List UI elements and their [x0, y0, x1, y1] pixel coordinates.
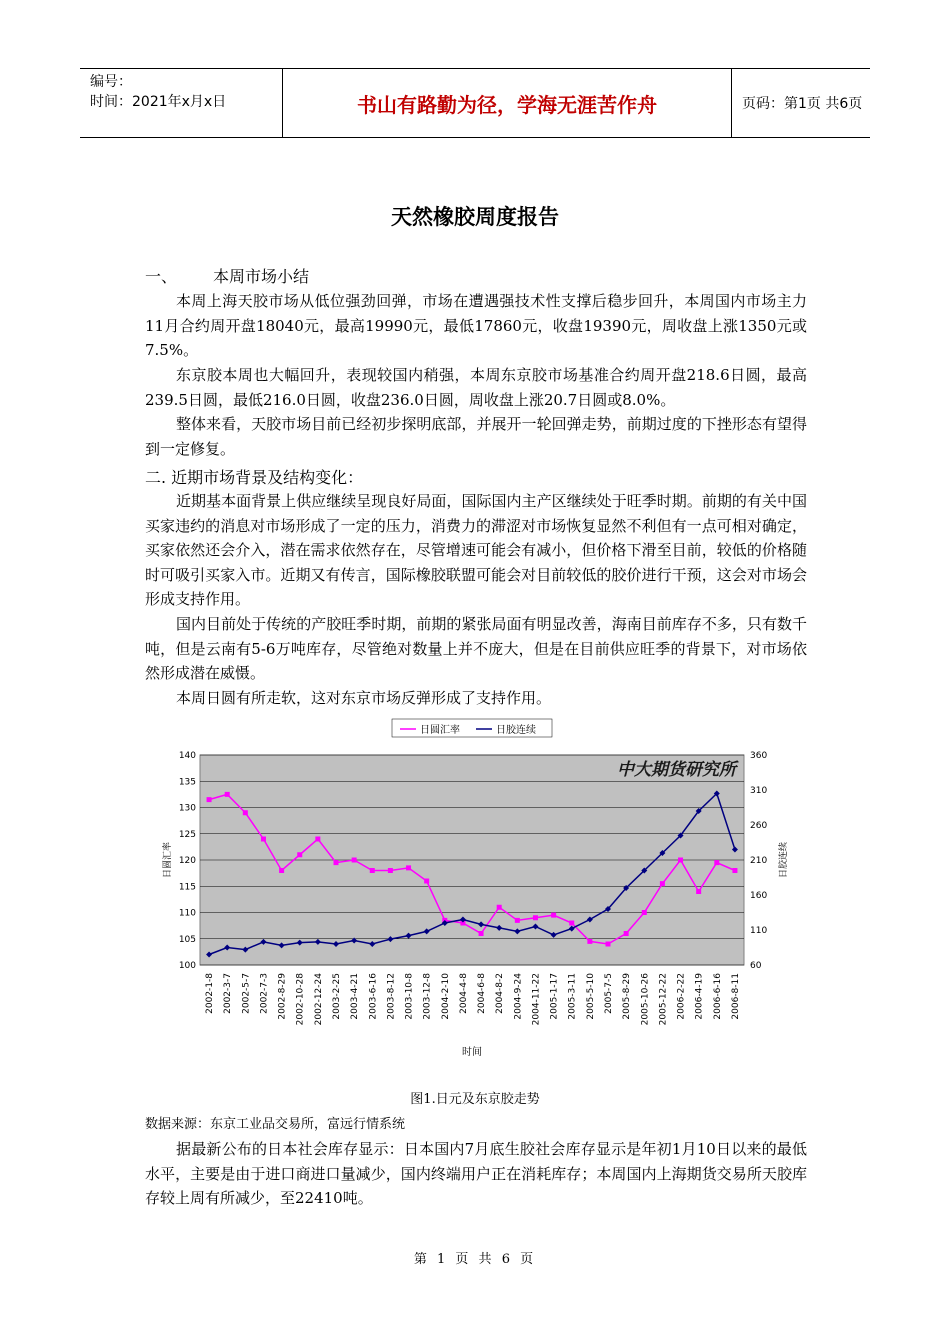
series-0-point-12: [424, 879, 429, 884]
x-tick-1: 2002-3-7: [223, 973, 234, 1014]
y-left-tick-2: 130: [178, 803, 196, 814]
series-0-point-10: [388, 868, 393, 873]
series-0-point-28: [714, 860, 719, 865]
x-tick-0: 2002-1-8: [205, 973, 216, 1014]
x-tick-4: 2002-8-29: [277, 973, 288, 1020]
series-0-point-29: [732, 868, 737, 873]
x-tick-25: 2005-12-22: [658, 973, 669, 1026]
series-0-point-9: [370, 868, 375, 873]
y-left-label: 日圆汇率: [163, 841, 173, 879]
section1-para-1: 本周上海天胶市场从低位强劲回弹，市场在遭遇强技术性支撑后稳步回升，本周国内市场主力11月合约周开盘18040元，最高19990元，最低17860元，收盘19390元，周收盘上涨1350元或7.5%。: [145, 292, 807, 359]
y-right-tick-2: 260: [750, 821, 768, 831]
series-0-point-24: [642, 910, 647, 915]
series-0-point-26: [678, 858, 683, 863]
y-right-label: 日胶连续: [779, 841, 789, 879]
x-tick-17: 2004-9-24: [513, 973, 524, 1020]
figure-caption: 图1.日元及东京胶走势: [410, 1092, 540, 1107]
chart-figure: [150, 717, 800, 1077]
series-0-point-22: [606, 942, 611, 947]
x-tick-16: 2004-8-2: [495, 973, 506, 1014]
x-tick-24: 2005-10-26: [640, 973, 651, 1026]
x-tick-20: 2005-3-11: [567, 973, 578, 1020]
y-left-tick-3: 125: [178, 829, 196, 840]
section2-heading: 二. 近期市场背景及结构变化：: [145, 468, 364, 487]
x-tick-26: 2006-2-22: [676, 973, 687, 1020]
section1-number: 一、: [145, 267, 178, 286]
chart-svg: [150, 717, 800, 1077]
page-footer: 第 1 页 共 6 页: [413, 1252, 537, 1267]
x-tick-7: 2003-2-25: [332, 973, 342, 1020]
y-right-tick-6: 60: [750, 961, 762, 971]
series-0-point-21: [587, 939, 592, 944]
y-left-tick-1: 135: [178, 777, 196, 788]
x-tick-29: 2006-8-11: [730, 973, 741, 1020]
series-0-point-19: [551, 913, 556, 918]
series-0-point-3: [261, 837, 266, 842]
section3-para-1: 据最新公布的日本社会库存显示：日本国内7月底生胶社会库存显示是年初1月10日以来的最低水平，主要是由于进口商进口量减少，国内终端用户正在消耗库存；本周国内上海期货交易所天胶库存较上周有所减少，至22410吨。: [145, 1140, 807, 1207]
y-left-tick-4: 120: [178, 856, 196, 866]
series-0-point-4: [279, 868, 284, 873]
x-tick-11: 2003-10-8: [404, 973, 415, 1020]
doc-title: 天然橡胶周度报告: [391, 205, 559, 229]
series-0-point-23: [624, 931, 629, 936]
y-right-tick-0: 360: [750, 751, 768, 761]
x-tick-22: 2005-7-5: [604, 973, 614, 1014]
series-0-point-16: [497, 905, 502, 910]
series-0-point-2: [243, 810, 248, 815]
section2-para-3: 本周日圆有所走软，这对东京市场反弹形成了支持作用。: [176, 689, 552, 707]
series-0-point-5: [297, 852, 302, 857]
section1-title: 本周市场小结: [213, 267, 310, 286]
x-tick-27: 2006-4-19: [694, 973, 705, 1020]
section1-heading: [145, 264, 309, 287]
series-0-point-20: [569, 921, 574, 926]
x-tick-2: 2002-5-7: [241, 973, 252, 1014]
series-0-point-17: [515, 918, 520, 923]
x-tick-5: 2002-10-28: [295, 973, 306, 1026]
series-0-point-11: [406, 865, 411, 870]
x-tick-18: 2004-11-22: [531, 973, 542, 1026]
y-right-tick-3: 210: [750, 856, 768, 866]
x-tick-3: 2002-7-3: [259, 973, 270, 1014]
x-tick-14: 2004-4-8: [458, 973, 469, 1014]
y-left-tick-5: 115: [178, 882, 196, 893]
y-right-tick-5: 110: [750, 926, 768, 936]
series-0-point-1: [225, 792, 230, 797]
legend-label-0: 日圆汇率: [420, 725, 460, 736]
y-left-tick-8: 100: [178, 961, 196, 971]
series-0-point-15: [479, 931, 484, 936]
y-left-tick-0: 140: [178, 751, 196, 761]
y-right-tick-4: 160: [750, 891, 768, 901]
series-0-point-8: [352, 858, 357, 863]
header-meta: [80, 69, 282, 137]
page-header: [80, 68, 870, 138]
x-tick-21: 2005-5-10: [585, 973, 596, 1020]
x-tick-9: 2003-6-16: [368, 973, 379, 1020]
x-tick-19: 2005-1-17: [549, 973, 560, 1020]
x-tick-12: 2003-12-8: [422, 973, 433, 1020]
time-label: 时间：2021年x月x日: [90, 94, 227, 110]
series-0-point-25: [660, 881, 665, 886]
y-right-tick-1: 310: [750, 786, 768, 796]
section2-para-2: 国内目前处于传统的产胶旺季时期，前期的紧张局面有明显改善，海南目前库存不多，只有数千吨，但是云南有5-6万吨库存，尽管绝对数量上并不庞大，但是在目前供应旺季的背景下，对市场依然形成潜在威慑。: [145, 615, 807, 682]
y-left-tick-6: 110: [178, 908, 196, 919]
x-tick-23: 2005-8-29: [622, 973, 633, 1020]
section1-para-3: 整体来看，天胶市场目前已经初步探明底部，并展开一轮回弹走势，前期过度的下挫形态有望得到一定修复。: [145, 415, 807, 458]
section2-para-1: 近期基本面背景上供应继续呈现良好局面，国际国内主产区继续处于旺季时期。前期的有关中国买家违约的消息对市场形成了一定的压力，消费力的滞涩对市场恢复显然不利但有一点可相对确定，买家依然还会介入，潜在需求依然存在，尽管增速可能会有减小，但价格下滑至目前，较低的价格随时可吸引买家入市。近期又有传言，国际橡胶联盟可能会对目前较低的胶价进行干预，这会对市场会形成支持作用。: [145, 492, 807, 608]
source-note: 数据来源：东京工业品交易所，富远行情系统: [145, 1117, 406, 1132]
series-0-point-0: [207, 797, 212, 802]
series-0-point-18: [533, 915, 538, 920]
series-0-point-7: [334, 860, 339, 865]
y-left-tick-7: 105: [178, 934, 196, 945]
x-tick-28: 2006-6-16: [712, 973, 723, 1020]
number-label: 编号：: [90, 74, 132, 90]
legend-label-1: 日胶连续: [496, 725, 536, 736]
series-0-point-27: [696, 889, 701, 894]
x-tick-10: 2003-8-12: [386, 973, 397, 1020]
x-tick-8: 2003-4-21: [350, 973, 361, 1020]
x-tick-6: 2002-12-24: [313, 973, 324, 1026]
header-page-info: 页码：第1页 共6页: [742, 96, 863, 112]
x-tick-13: 2004-2-10: [440, 973, 451, 1020]
series-0-point-6: [315, 837, 320, 842]
x-axis-label: 时间: [462, 1047, 482, 1058]
section1-para-2: 东京胶本周也大幅回升，表现较国内稍强，本周东京胶市场基准合约周开盘218.6日圆，最高239.5日圆，最低216.0日圆，收盘236.0日圆，周收盘上涨20.7日圆或8.0%。: [145, 366, 807, 409]
chart-watermark: 中大期货研究所: [617, 760, 736, 780]
header-motto: 书山有路勤为径，学海无涯苦作舟: [282, 69, 732, 137]
x-tick-15: 2004-6-8: [477, 973, 488, 1014]
